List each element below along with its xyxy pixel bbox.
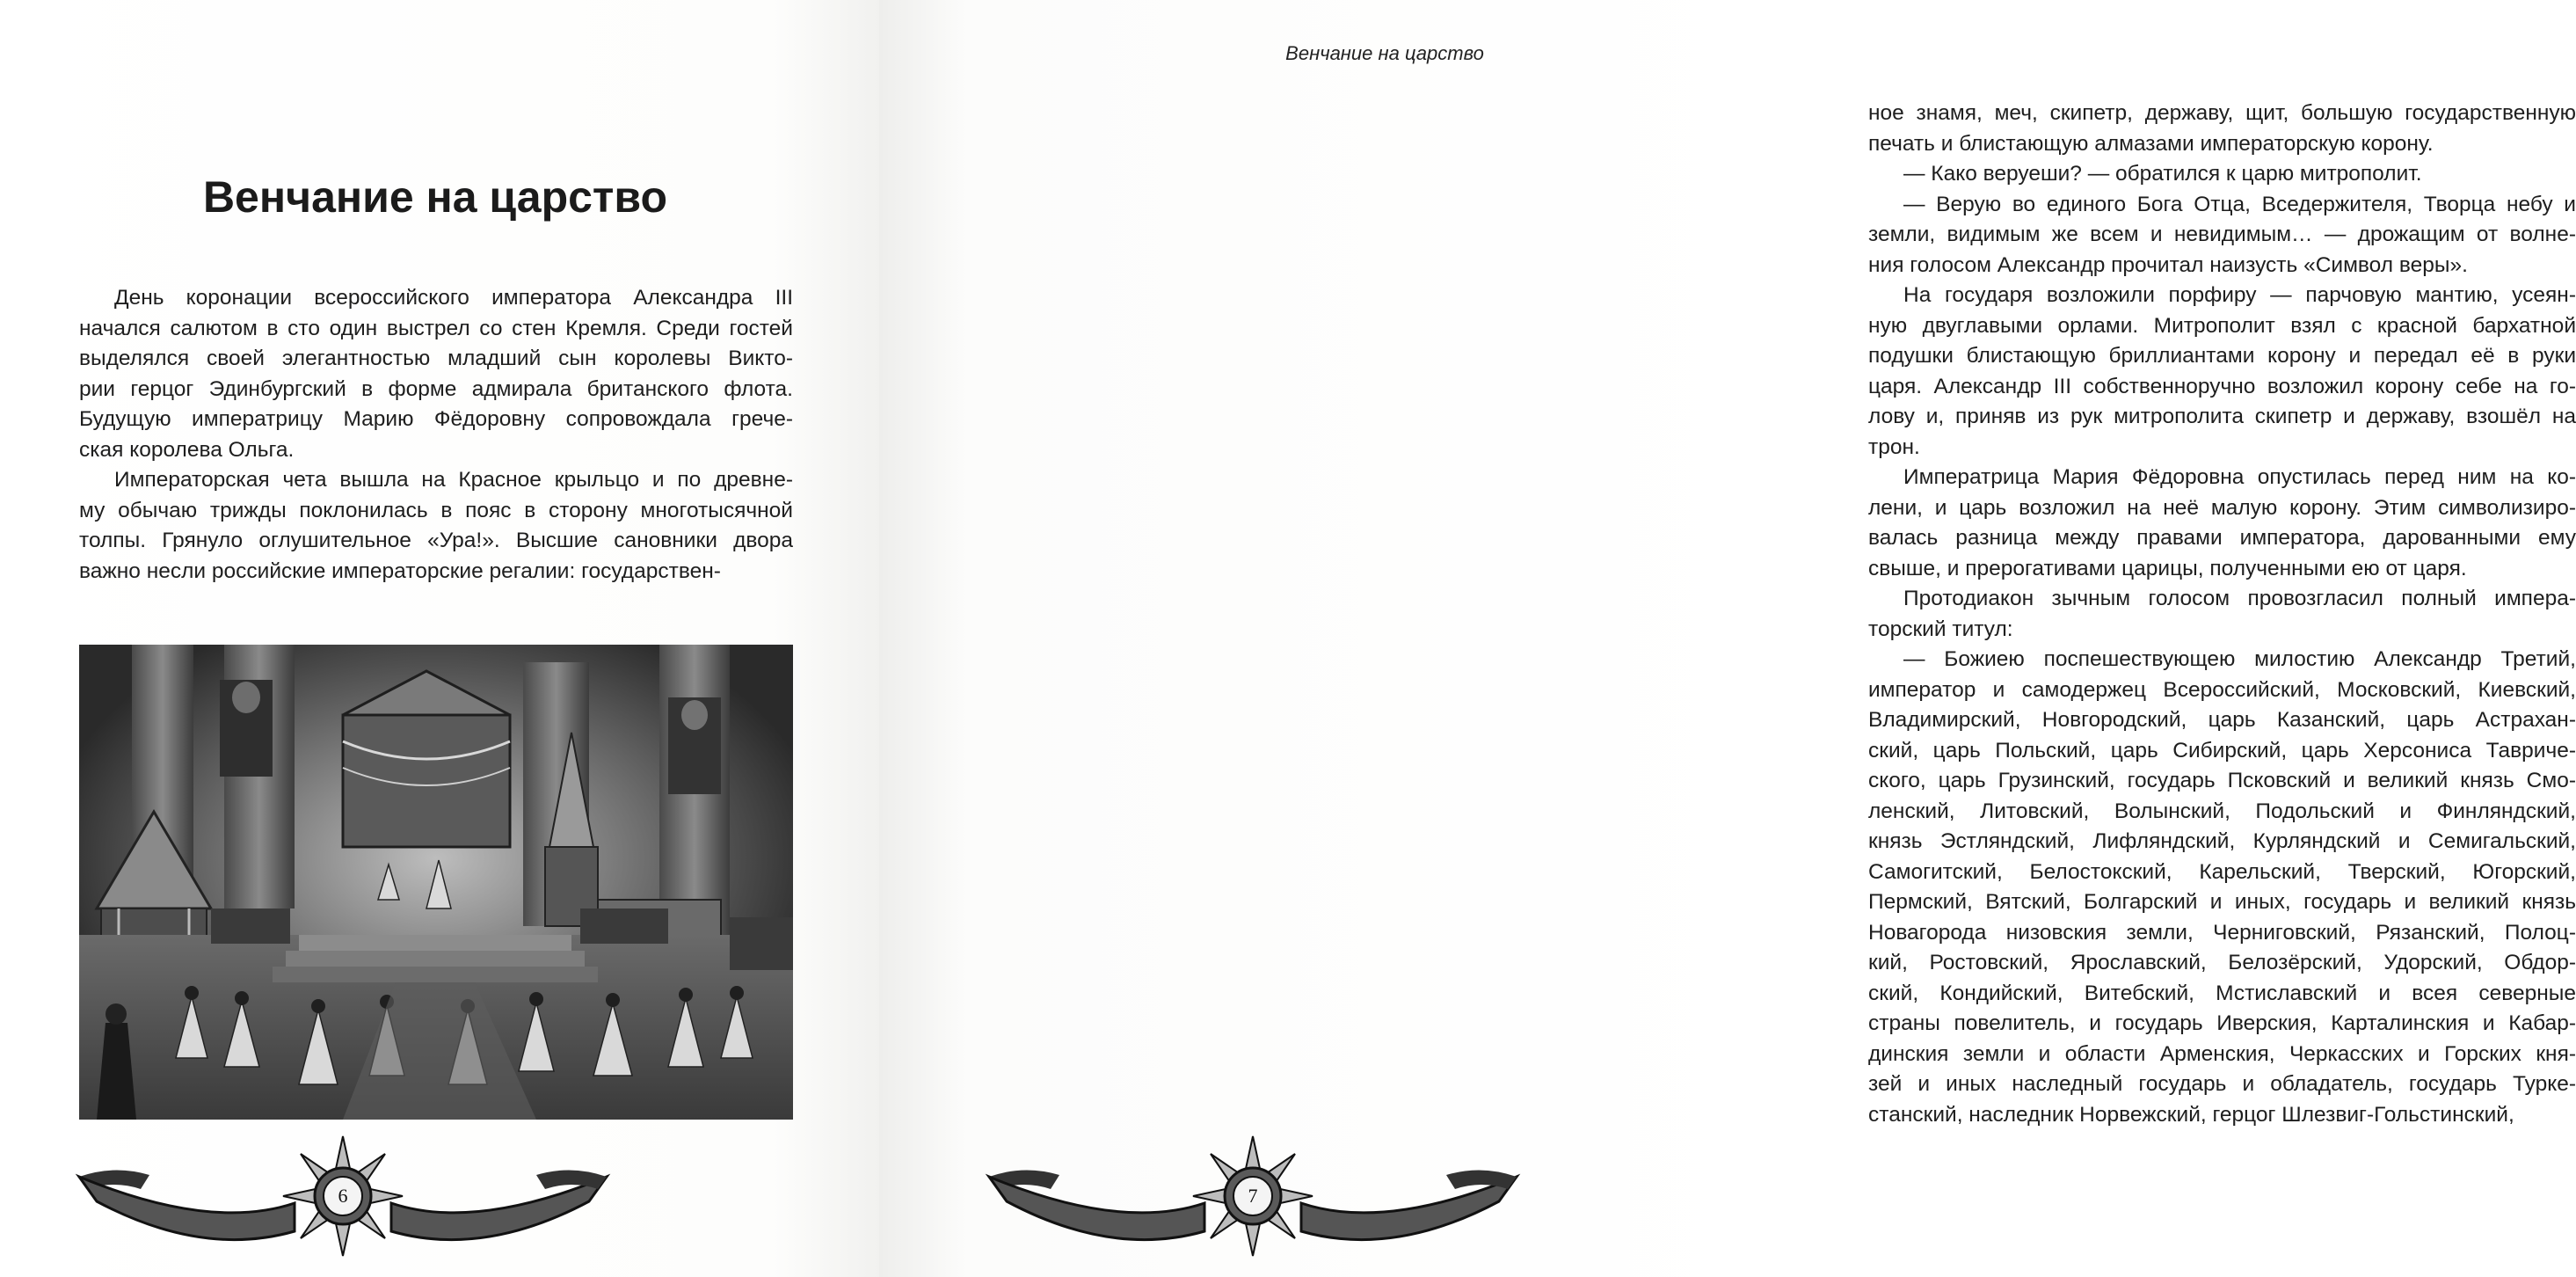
text-line: ского, царь Грузинский, государь Псковский и великий князь Смо- [1868,769,2576,792]
coronation-illustration [79,645,793,1120]
page-ornament-right [989,1135,1517,1258]
text-line: ская королева Ольга. [79,437,295,462]
text-line: толпы. Грянуло оглушительное «Ура!». Высшие сановники двора [79,529,793,552]
text-line: валась разница между правами императора, дарованными ему [1868,526,2576,550]
text-line: станский, наследник Норвежский, герцог Шлезвиг-Гольстинский, [1868,1102,2514,1127]
text-line: Императорская чета вышла на Красное крыльцо и по древне- [114,468,793,492]
text-line: начался салютом в сто один выстрел со стен Кремля. Среди гостей [79,316,793,340]
chapter-title: Венчание на царство [202,172,668,222]
text-line: торский титул: [1868,617,2013,641]
text-line: кий, Ростовский, Ярославский, Белозёрский, Удорский, Обдор- [1868,951,2576,974]
paragraph [1868,463,2576,584]
paragraph [1868,99,2576,159]
text-line: Пермский, Вятский, Болгарский и иных, государь и великий князь [1868,890,2576,914]
right-page [879,0,2576,1277]
paragraph [79,465,793,587]
paragraph [1868,190,2576,281]
text-line: выделялся своей элегантностью младший сын королевы Викто- [79,347,793,370]
text-line: динския земли и области Арменския, Черкасских и Горских кня- [1868,1041,2576,1066]
text-line: Будущую императрицу Марию Фёдоровну сопровождала грече- [79,407,793,431]
text-line: страны повелитель, и государь Иверския, Карталинския и Кабар- [1868,1011,2576,1035]
text-line: важно несли российские императорские регалии: государствен- [79,558,721,583]
text-line: ский, Кондийский, Витебский, Мстиславский и всея северные [1868,981,2576,1005]
text-line: рии герцог Эдинбургский в форме адмирала британского флота. [79,376,793,401]
text-line: му обычаю трижды поклонилась в пояс в сторону многотысячной [79,498,793,522]
text-line: трон. [1868,434,1920,459]
left-page [0,0,879,1277]
text-line: — Верую во единого Бога Отца, Вседержителя, Творца небу и [1903,192,2576,216]
text-line: ленский, Литовский, Волынский, Подольский и Финляндский, [1868,799,2576,823]
paragraph [79,283,793,465]
text-line: свыше, и прерогативами царицы, полученными ею от царя. [1868,556,2467,580]
text-line: ное знамя, меч, скипетр, державу, щит, большую государственную [1868,101,2576,125]
paragraph [1868,645,2576,1130]
text-line: лову и, приняв из рук митрополита скипетр и державу, взошёл на [1868,405,2576,428]
page-ornament-left [79,1135,607,1258]
text-line: Императрица Мария Фёдоровна опустилась перед ним на ко- [1903,465,2576,489]
running-head: Венчание на царство [1285,42,1484,64]
text-line: Новагорода низовския земли, Черниговский, Рязанский, Полоц- [1868,920,2576,945]
right-text-block [1868,99,2576,1130]
text-line: печать и блистающую алмазами императорскую корону. [1868,131,2434,156]
text-line: — Како веруеши? — обратился к царю митрополит. [1903,162,2422,186]
text-line: царя. Александр III собственноручно возложил корону себе на го- [1868,374,2576,398]
page-number-right: 7 [1248,1185,1258,1207]
text-line: зей и иных наследный государь и обладатель, государь Турке- [1868,1072,2576,1096]
paragraph [1868,159,2576,190]
text-line: император и самодержец Всероссийский, Московский, Киевский, [1868,677,2576,702]
text-line: День коронации всероссийского императора Александра III [114,286,793,310]
text-line: — Божиею поспешествующею милостию Александр Третий, [1903,647,2576,671]
text-line: Самогитский, Белостокский, Карельский, Тверский, Югорский, [1868,859,2576,884]
text-line: князь Эстляндский, Лифляндский, Курляндский и Семигальский, [1868,829,2576,853]
paragraph [1868,281,2576,463]
left-text-block [79,283,793,587]
paragraph [1868,584,2576,645]
text-line: На государя возложили порфиру — парчовую мантию, усеян- [1903,283,2576,307]
text-line: ную двуглавыми орлами. Митрополит взял с красной бархатной [1868,313,2576,338]
text-line: Владимирский, Новгородский, царь Казанский, царь Астрахан- [1868,708,2576,732]
text-line: лени, и царь возложил на неё малую корону. Этим символизиро- [1868,495,2576,520]
text-line: Протодиакон зычным голосом провозгласил полный импера- [1903,587,2576,610]
coronation-ceremony-illustration-icon [79,645,793,1120]
text-line: земли, видимым же всем и невидимым… — дрожащим от волне- [1868,223,2576,246]
text-line: подушки блистающую бриллиантами корону и передал её в руки [1868,344,2576,368]
text-line: ния голосом Александр прочитал наизусть «Символ веры». [1868,252,2468,277]
text-line: ский, царь Польский, царь Сибирский, царь Херсониса Тавриче- [1868,738,2576,763]
page-number-left: 6 [338,1185,348,1207]
